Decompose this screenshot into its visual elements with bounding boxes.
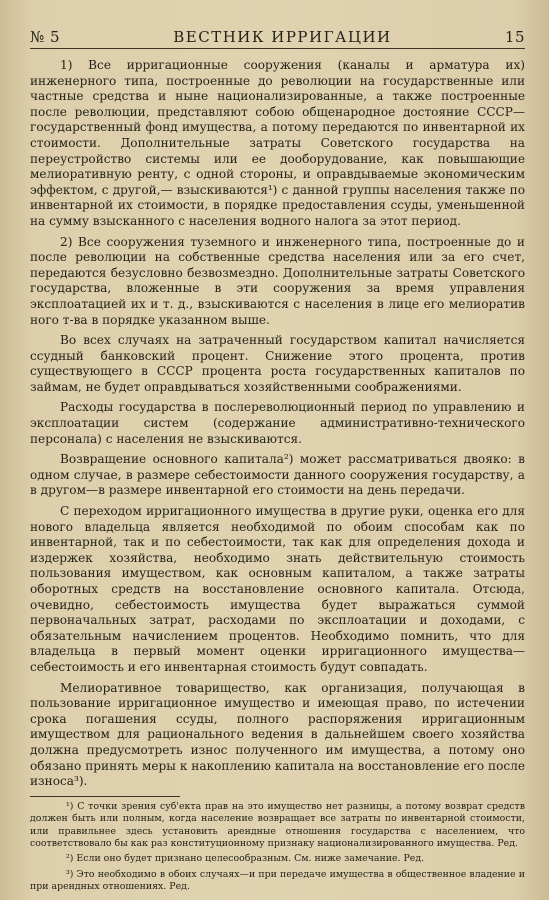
paragraph: Мелиоративное товарищество, как организация, получающая в пользование ирригационное имущество и имеющая право, по истечении срока погашения ссуды, полного распоряжения ирригационным имуществом для рационального ведения в дальнейшем своего хозяйства должна предусмотреть износ полученного им имущества, а потому оно обязано принять меры к накоплению капитала на восстановление его после износа³). [30,680,525,789]
footnote: ³) Это необходимо в обоих случаях—и при передаче имущества в общественное владение и при арендных отношениях. Ред. [30,868,525,893]
issue-number: № 5 [30,28,61,46]
article-body [30,58,525,790]
paragraph: С переходом ирригационного имущества в другие руки, оценка его для нового владельца является необходимой по обоим способам как по инвентарной, так и по себестоимости, так как для определения дохода и издержек хозяйства, необходимо знать действительную стоимость пользования имуществом, как основным капиталом, а также затраты оборотных средств на восстановление основного капитала. Отсюда, очевидно, себестоимость имущества будет выражаться суммой первоначальных затрат, расходами по эксплоатации и доходами, с обязательным начислением процентов. Необходимо помнить, что для владельца в первый момент оценки ирригационного имущества—себестоимость и его инвентарная стоимость будут совпадать. [30,504,525,674]
footnote-divider [30,796,180,797]
footnote: ²) Если оно будет признано целесообразным. См. ниже замечание. Ред. [66,853,425,865]
paragraph: 2) Все сооружения туземного и инженерного типа, построенные до и после революции на собственные средства населения или за его счет, передаются безусловно безвозмездно. Дополнительные затраты Советского государства, вложенные в эти сооружения за время управления эксплоатацией их и т. д., взыскиваются с населения в лице его мелиоратив ного т-ва в порядке указанном выше. [30,234,525,327]
paragraph: 1) Все ирригационные сооружения (каналы и арматура их) инженерного типа, построенные до революции на государственные или частные средства и ныне национализированные, а также построенные после революции, представляют собою общенародное достояние СССР—государственный фонд имущества, а потому передаются по инвентарной их стоимости. Дополнительные затраты Советского государства на переустройство системы или ее дооборудование, как повышающие мелиоративную ренту, с одной стороны, и оправдываемые экономическим эффектом, с другой,— взыскиваются¹) с данной группы населения также по инвентарной их стоимости, в порядке предоставления ссуды, уменьшенной на сумму взысканного с населения водного налога за этот период. [30,58,525,228]
paragraph: Расходы государства в послереволюционный период по управлению и эксплоатации систем (содержание административно-технического персонала) с населения не взыскиваются. [30,400,525,446]
page-number: 15 [504,28,525,46]
paragraph: Во всех случаях на затраченный государством капитал начисляется ссудный банковский процент. Снижение этого процента, против существующего в СССР процента роста государственных капиталов по займам, не будет оправдываться хозяйственными соображениями. [30,333,525,394]
footnote: ¹) С точки зрения суб'екта прав на это имущество нет разницы, а потому возврат средств должен быть или полным, когда население возвращает все затраты по инвентарной стоимости, или правильнее здесь установить арендные отношения государства с населением, что соответствовало бы как раз конституционному признаку национализированного имущества. Ред. [30,800,525,849]
paragraph: Возвращение основного капитала²) может рассматриваться двояко: в одном случае, в размере себестоимости данного сооружения государству, а в другом—в размере инвентарной его стоимости на день передачи. [30,452,525,498]
running-header [30,28,525,49]
journal-title: ВЕСТНИК ИРРИГАЦИИ [173,28,392,46]
footnotes [30,801,525,894]
